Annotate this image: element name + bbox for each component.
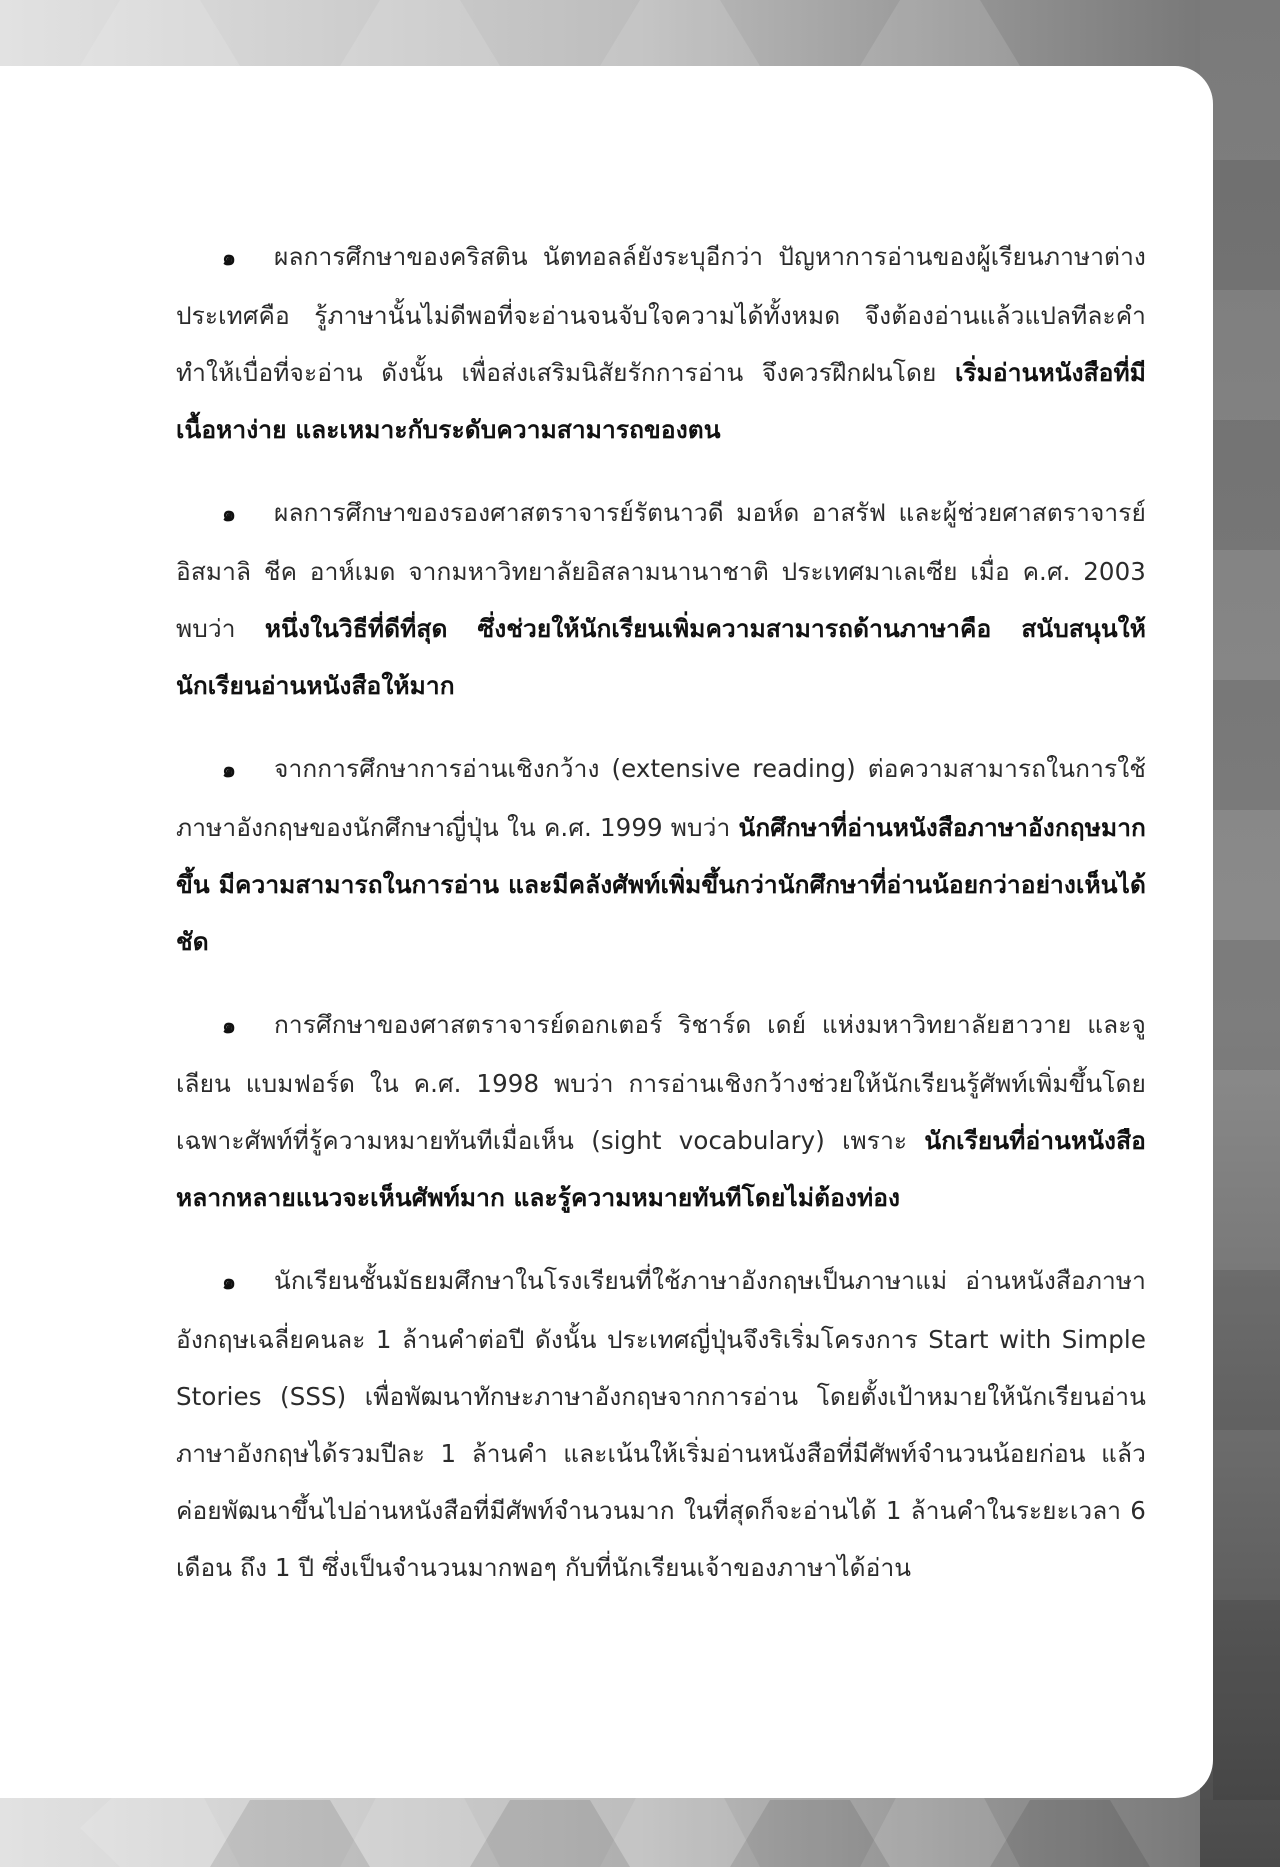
document-page bbox=[0, 66, 1213, 1798]
paragraph-4 bbox=[176, 996, 1146, 1226]
paragraph-emphasis: นักศึกษาที่อ่านหนังสือภาษาอังกฤษมากขึ้น มีความสามารถในการอ่าน และมีคลังศัพท์เพิ่มขึ้นกว่านักศึกษาที่อ่านน้อยกว่าอย่างเห็นได้ชัด bbox=[176, 813, 1146, 956]
paragraph-emphasis: เริ่มอ่านหนังสือที่มีเนื้อหาง่าย และเหมาะกับระดับความสามารถของตน bbox=[176, 358, 1146, 444]
paragraph-text: ผลการศึกษาของรองศาสตราจารย์รัตนาวดี มอห์ด อาสรัฟ และผู้ช่วยศาสตราจารย์อิสมาลิ ชีค อาห์เมด จากมหาวิทยาลัยอิสลามนานาชาติ ประเทศมาเลเซีย เมื่อ ค.ศ. 2003 พบว่า bbox=[176, 498, 1146, 643]
paragraph-text: การศึกษาของศาสตราจารย์ดอกเตอร์ ริชาร์ด เดย์ แห่งมหาวิทยาลัยฮาวาย และจูเลียน แบมฟอร์ด ใน ค.ศ. 1998 พบว่า การอ่านเชิงกว้างช่วยให้นักเรียนรู้ศัพท์เพิ่มขึ้นโดยเฉพาะศัพท์ที่รู้ความหมายทันทีเมื่อเห็น (sight vocabulary) เพราะ bbox=[176, 1010, 1146, 1155]
paragraph-text: จากการศึกษาการอ่านเชิงกว้าง (extensive reading) ต่อความสามารถในการใช้ภาษาอังกฤษของนักศึกษาญี่ปุ่น ใน ค.ศ. 1999 พบว่า bbox=[176, 754, 1146, 842]
thai-numeral-bullet: ๑ bbox=[222, 246, 237, 271]
page-content bbox=[176, 228, 1146, 1622]
thai-numeral-bullet: ๑ bbox=[222, 1270, 237, 1295]
paragraph-emphasis: นักเรียนที่อ่านหนังสือหลากหลายแนวจะเห็นศัพท์มาก และรู้ความหมายทันทีโดยไม่ต้องท่อง bbox=[176, 1126, 1146, 1212]
paragraph-5 bbox=[176, 1252, 1146, 1596]
thai-numeral-bullet: ๑ bbox=[222, 758, 237, 783]
paragraph-3 bbox=[176, 740, 1146, 970]
thai-numeral-bullet: ๑ bbox=[222, 1014, 237, 1039]
paragraph-text: นักเรียนชั้นมัธยมศึกษาในโรงเรียนที่ใช้ภาษาอังกฤษเป็นภาษาแม่ อ่านหนังสือภาษาอังกฤษเฉลี่ยคนละ 1 ล้านคำต่อปี ดังนั้น ประเทศญี่ปุ่นจึงริเริ่มโครงการ Start with Simple Stories (SSS) เพื่อพัฒนาทักษะภาษาอังกฤษจากการอ่าน โดยตั้งเป้าหมายให้นักเรียนอ่านภาษาอังกฤษได้รวมปีละ 1 ล้านคำ และเน้นให้เริ่มอ่านหนังสือที่มีศัพท์จำนวนน้อยก่อน แล้วค่อยพัฒนาขึ้นไปอ่านหนังสือที่มีศัพท์จำนวนมาก ในที่สุดก็จะอ่านได้ 1 ล้านคำในระยะเวลา 6 เดือน ถึง 1 ปี ซึ่งเป็นจำนวนมากพอๆ กับที่นักเรียนเจ้าของภาษาได้อ่าน bbox=[176, 1266, 1146, 1582]
thai-numeral-bullet: ๑ bbox=[222, 502, 237, 527]
paragraph-1 bbox=[176, 228, 1146, 458]
paragraph-text: ผลการศึกษาของคริสติน นัตทอลล์ยังระบุอีกว่า ปัญหาการอ่านของผู้เรียนภาษาต่างประเทศคือ รู้ภาษานั้นไม่ดีพอที่จะอ่านจนจับใจความได้ทั้งหมด จึงต้องอ่านแล้วแปลทีละคำ ทำให้เบื่อที่จะอ่าน ดังนั้น เพื่อส่งเสริมนิสัยรักการอ่าน จึงควรฝึกฝนโดย bbox=[176, 242, 1146, 387]
paragraph-2 bbox=[176, 484, 1146, 714]
paragraph-emphasis: หนึ่งในวิธีที่ดีที่สุด ซึ่งช่วยให้นักเรียนเพิ่มความสามารถด้านภาษาคือ สนับสนุนให้นักเรียนอ่านหนังสือให้มาก bbox=[176, 614, 1146, 700]
